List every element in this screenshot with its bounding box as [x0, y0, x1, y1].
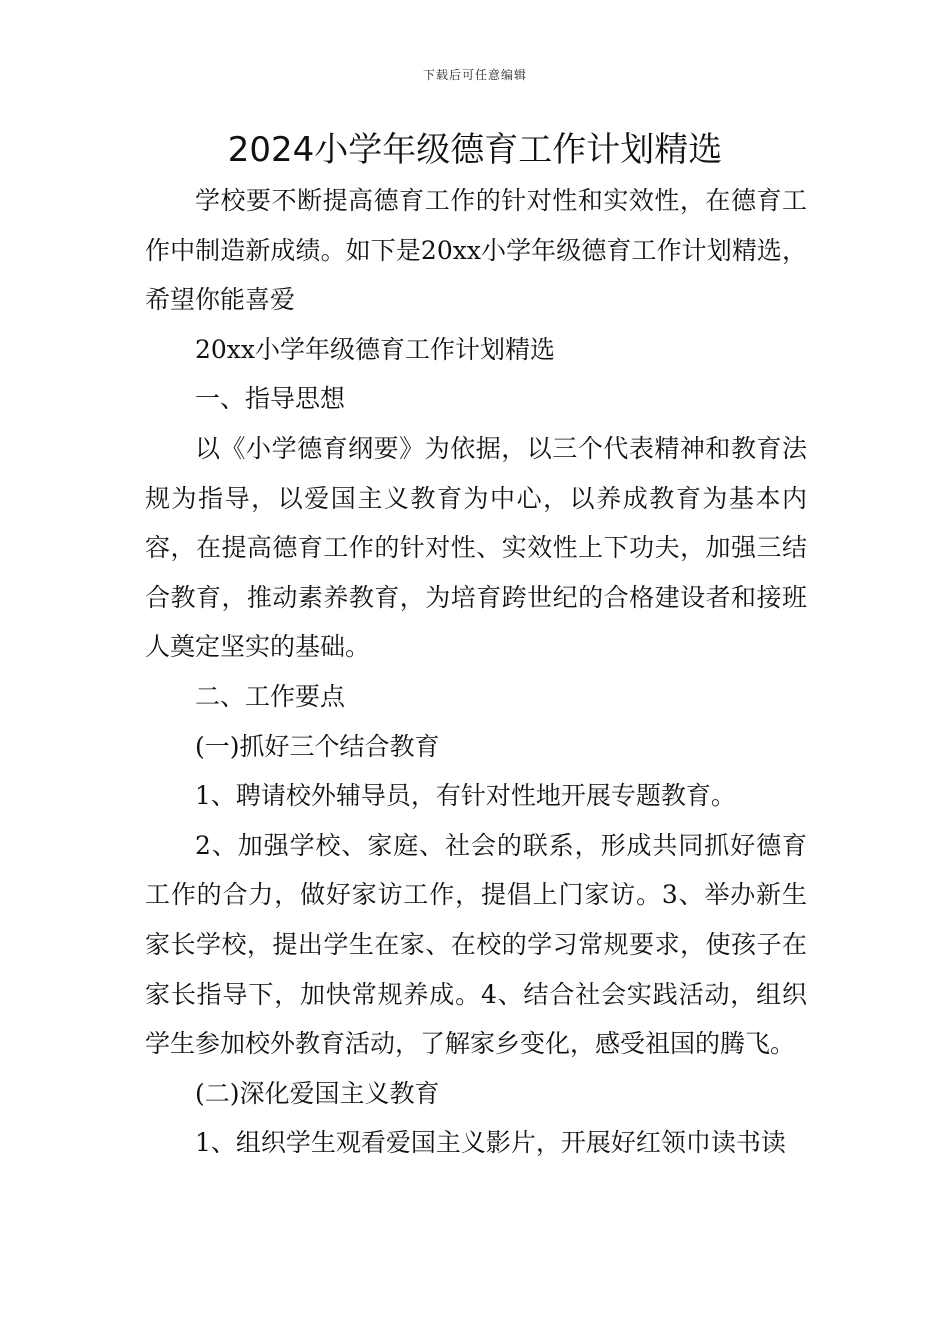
list-paragraph: 1、组织学生观看爱国主义影片，开展好红领巾读书读	[195, 1128, 786, 1158]
subsection-heading-1: (一)抓好三个结合教育	[195, 731, 440, 761]
intro-paragraph: 学校要不断提高德育工作的针对性和实效性，在德育工作中制造新成绩。如下是20xx小学年级德育工作计划精选，希望你能喜爱	[145, 186, 807, 315]
section-heading-1: 一、指导思想	[195, 384, 346, 414]
guiding-paragraph: 以《小学德育纲要》为依据，以三个代表精神和教育法规为指导，以爱国主义教育为中心，以养成教育为基本内容，在提高德育工作的针对性、实效性上下功夫，加强三结合教育，推动素养教育，为培育跨世纪的合格建设者和接班人奠定坚实的基础。	[145, 433, 807, 662]
subsection-heading-2: (二)深化爱国主义教育	[195, 1078, 440, 1108]
document-body	[145, 176, 807, 1168]
subtitle-paragraph: 20xx小学年级德育工作计划精选	[195, 334, 556, 364]
list-paragraph: 2、加强学校、家庭、社会的联系，形成共同抓好德育工作的合力，做好家访工作，提倡上门家访。3、举办新生家长学校，提出学生在家、在校的学习常规要求，使孩子在家长指导下，加快常规养成。4、结合社会实践活动，组织学生参加校外教育活动，了解家乡变化，感受祖国的腾飞。	[145, 830, 807, 1059]
list-paragraph: 1、聘请校外辅导员，有针对性地开展专题教育。	[195, 781, 736, 811]
document-title: 2024小学年级德育工作计划精选	[227, 130, 723, 170]
header-note: 下载后可任意编辑	[422, 68, 527, 82]
section-heading-2: 二、工作要点	[195, 681, 346, 711]
